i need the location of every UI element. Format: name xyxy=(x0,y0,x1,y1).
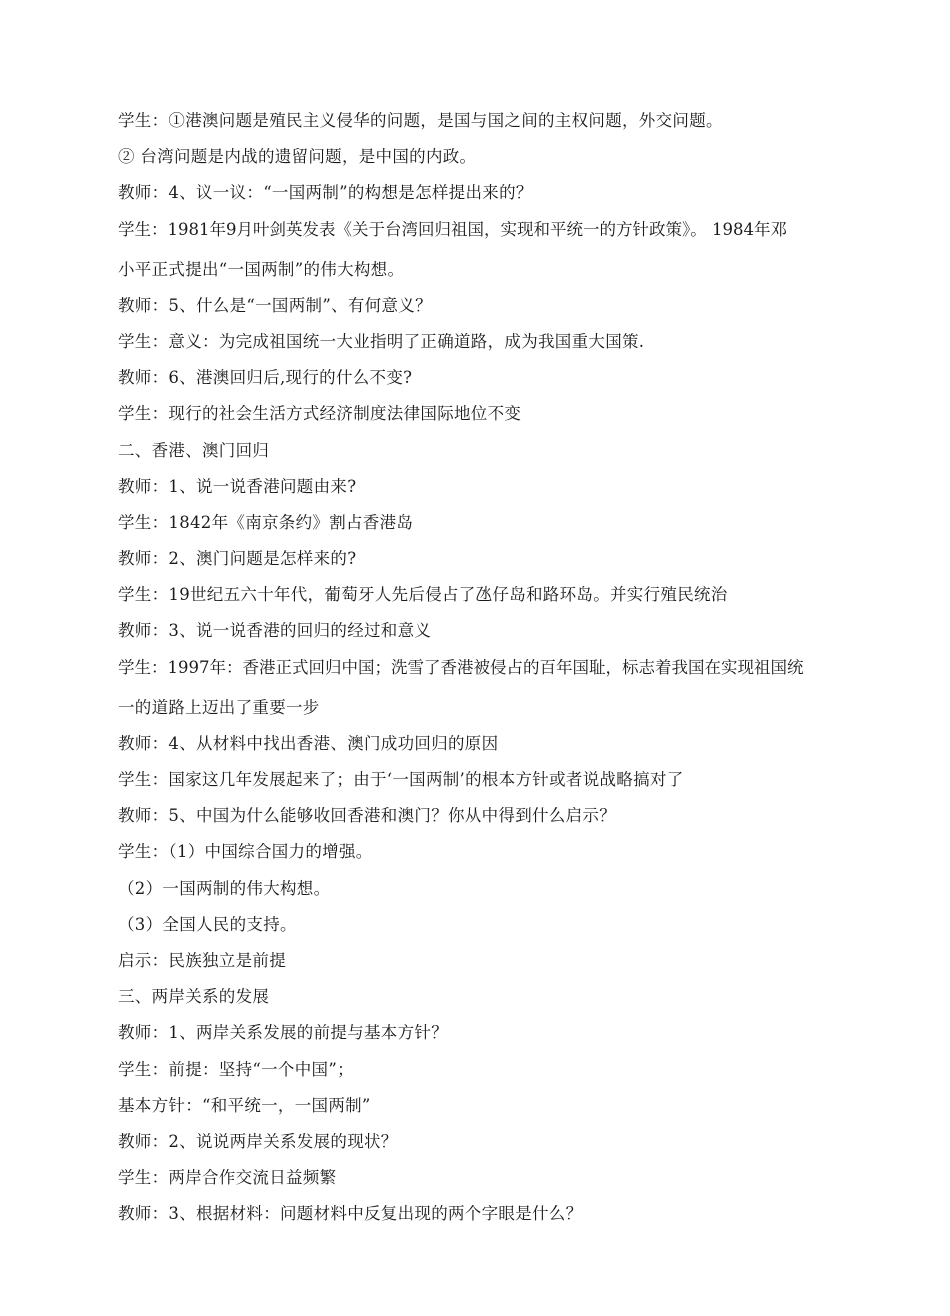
text-line: 教师：3、根据材料：问题材料中反复出现的两个字眼是什么？ xyxy=(118,1204,583,1224)
text-line: 教师：1、两岸关系发展的前提与基本方针？ xyxy=(118,1023,448,1043)
text-line: （2）一国两制的伟大构想。 xyxy=(118,878,331,898)
text-line: 学生：现行的社会生活方式经济制度法律国际地位不变 xyxy=(118,404,522,424)
text-line: 教师：2、澳门问题是怎样来的? xyxy=(118,549,357,569)
text-line: 学生：1842年《南京条约》割占香港岛 xyxy=(118,512,414,532)
text-line: 学生：国家这几年发展起来了；由于‘一国两制’的根本方针或者说战略搞对了 xyxy=(118,770,684,789)
text-line: 学生：（1）中国综合国力的增强。 xyxy=(118,842,373,862)
text-line: 学生：1981年9月叶剑英发表《关于台湾回归祖国，实现和平统一的方针政策》。 1984年邓 xyxy=(118,219,787,239)
text-line: 教师：6、港澳回归后,现行的什么不变? xyxy=(118,368,413,388)
text-line: 学生：19世纪五六十年代，葡萄牙人先后侵占了氹仔岛和路环岛。并实行殖民统治 xyxy=(118,585,728,605)
text-line: 基本方针：“和平统一，一国两制” xyxy=(118,1095,371,1115)
section-heading: 二、香港、澳门回归 xyxy=(118,440,270,460)
text-line: 教师：1、说一说香港问题由来? xyxy=(118,476,357,496)
text-line: ② 台湾问题是内战的遗留问题，是中国的内政。 xyxy=(118,147,477,167)
text-line: （3）全国人民的支持。 xyxy=(118,914,297,934)
text-line: 学生：1997年：香港正式回归中国；洗雪了香港被侵占的百年国耻，标志着我国在实现祖国统 xyxy=(118,657,804,677)
text-line: 小平正式提出“一国两制”的伟大构想。 xyxy=(118,259,405,279)
text-line: 启示：民族独立是前提 xyxy=(118,950,286,970)
text-line: 教师：2、说说两岸关系发展的现状？ xyxy=(118,1131,398,1151)
text-line: 学生：①港澳问题是殖民主义侵华的问题，是国与国之间的主权问题，外交问题。 xyxy=(118,111,723,130)
text-line: 教师：4、从材料中找出香港、澳门成功回归的原因 xyxy=(118,733,499,753)
text-line: 教师：3、说一说香港的回归的经过和意义 xyxy=(118,621,432,641)
section-heading: 三、两岸关系的发展 xyxy=(118,987,270,1007)
text-line: 教师：5、中国为什么能够收回香港和澳门？你从中得到什么启示？ xyxy=(118,806,616,826)
document-body xyxy=(118,106,833,1235)
text-line: 教师：5、什么是“一国两制”、有何意义？ xyxy=(118,295,432,315)
text-line: 学生：两岸合作交流日益频繁 xyxy=(118,1168,337,1188)
text-line: 一的道路上迈出了重要一步 xyxy=(118,697,320,717)
text-line: 学生：意义：为完成祖国统一大业指明了正确道路，成为我国重大国策. xyxy=(118,331,645,351)
text-line: 学生：前提：坚持“一个中国”； xyxy=(118,1059,354,1079)
text-line: 教师：4、议一议：“一国两制”的构想是怎样提出来的？ xyxy=(118,183,533,203)
